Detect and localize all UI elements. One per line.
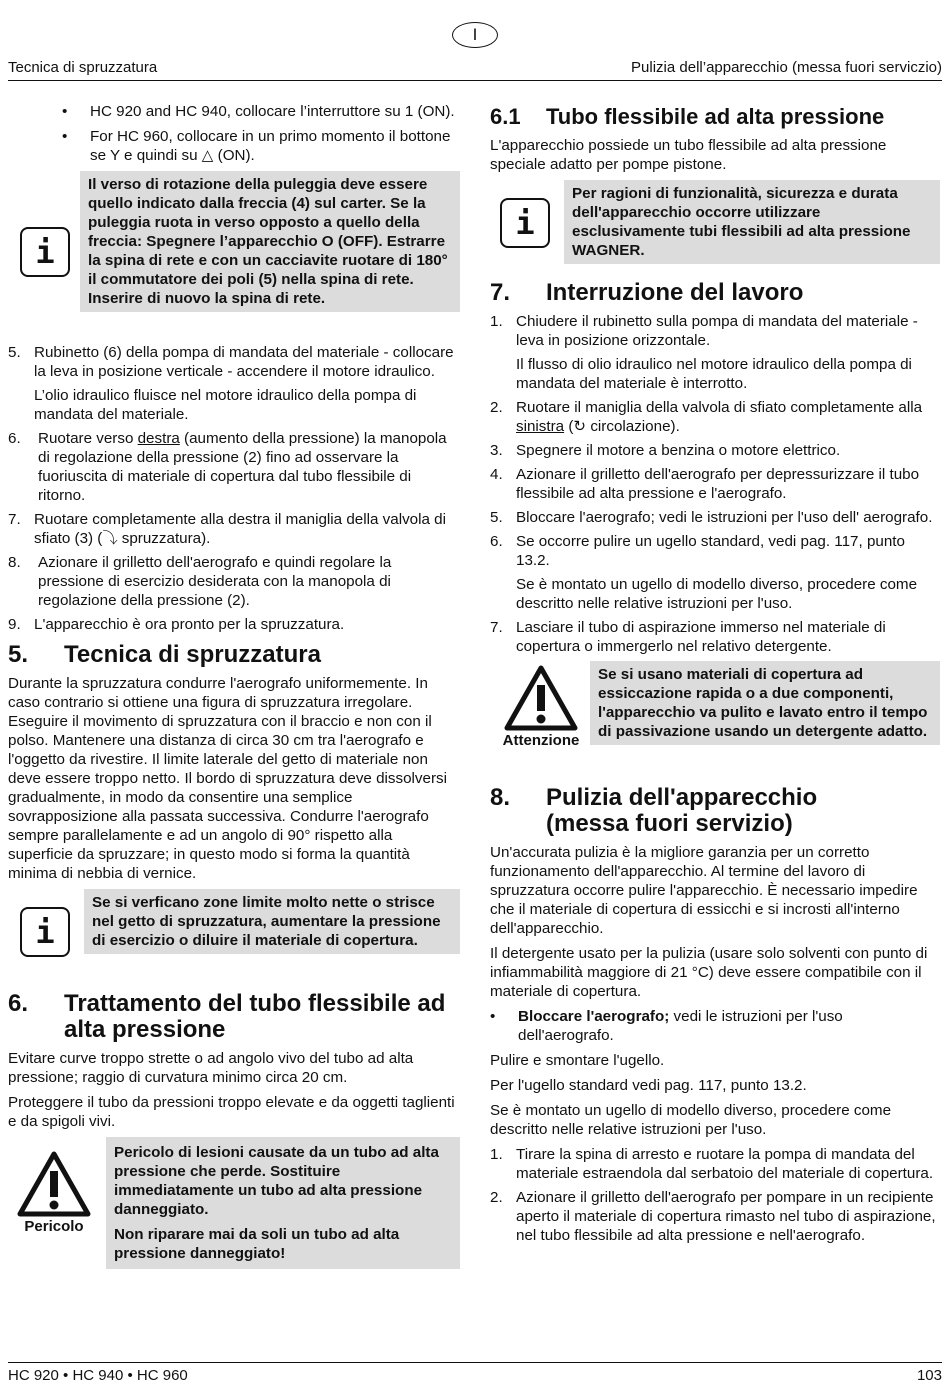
step-item: 9. L'apparecchio è ora pronto per la spruzzatura. — [8, 616, 345, 633]
step-item: L’olio idraulico fluisce nel motore idraulico della pompa di mandata del materiale. — [34, 387, 417, 423]
step-item: Il flusso di olio idraulico nel motore idraulico della pompa di mandata del materiale è interrotto. — [516, 356, 912, 392]
step-item: 1. Tirare la spina di arresto e ruotare la pompa di mandata del materiale estraendola dal serbatoio del materiale di copertura. — [490, 1146, 934, 1182]
right-column — [490, 102, 940, 1250]
step-item: 1. Chiudere il rubinetto sulla pompa di mandata del materiale - leva in posizione orizzontale. — [490, 313, 918, 349]
paragraph: L'apparecchio possiede un tubo flessibile ad alta pressione speciale adatto per pompe pistone. — [490, 137, 887, 173]
warning-icon — [496, 665, 586, 750]
step-item: 7. Lasciare il tubo di aspirazione immerso nel materiale di copertura o immergerlo nel relativo detergente. — [490, 619, 886, 655]
paragraph: Durante la spruzzatura condurre l'aerografo uniformemente. In caso contrario si ottiene una figura di spruzzatura irregolare. Eseguire il movimento di spruzzatura con il braccio e non con il polso. Mantenere una distanza di circa 30 cm tra l'aerografo e l'oggetto da rivestire. Il limite laterale del getto di materiale non deve essere troppo netto. Il bordo di spruzzatura deve dissolversi gradualmente, in modo da consentire una semplice sovrapposizione alla passata successiva. Condurre l'aerografo sempre parallelamente e ad un angolo di 90° rispetto alla superficie da spruzzare; in questo modo si forma la quantità minima di nebbia di vernice. — [8, 675, 447, 882]
paragraph: Il detergente usato per la pulizia (usare solo solventi con punto di infiammabilità maggiore di 21 °C) deve essere compatibile con il materiale di copertura. — [490, 945, 928, 1000]
danger-note-text: Pericolo di lesioni causate da un tubo ad alta pressione che perde. Sostituire immediatamente un tubo ad alta pressione danneggiato. Non riparare mai da soli un tubo ad alta pressione danneggiato! — [106, 1137, 460, 1269]
step-item: 5. Bloccare l'aerografo; vedi le istruzioni per l'uso dell' aerografo. — [490, 509, 933, 526]
paragraph: Per l'ugello standard vedi pag. 117, punto 13.2. — [490, 1077, 807, 1094]
left-column — [8, 102, 460, 1281]
section-heading: 7. Interruzione del lavoro — [490, 279, 804, 306]
step-item: Se è montato un ugello di modello diverso, procedere come descritto nelle relative istruzioni per l'uso. — [516, 576, 918, 612]
list-item: • Bloccare l'aerografo; vedi le istruzioni per l'uso dell'aerografo. — [490, 1007, 940, 1045]
danger-notice — [8, 1137, 460, 1273]
info-note-text: Il verso di rotazione della puleggia deve essere quello indicato dalla freccia (4) sul carter. Se la puleggia ruota in verso opposto a quello della freccia: Spegnere l’apparecchio O (OFF). Estrarre la spina di rete e con un cacciavite ruotare di 180° il commutatore dei poli (5) nella spina di rete. Inserire di nuovo la spina di rete. — [80, 171, 460, 312]
step-item: 7. Ruotare completamente alla destra il maniglia della valvola di sfiato (3) (⤵ spruzzatura). — [8, 511, 446, 547]
step-item: 5. Rubinetto (6) della pompa di mandata del materiale - collocare la leva in posizione verticale - accendere il motore idraulico. — [8, 344, 454, 380]
warning-label: Pericolo — [24, 1218, 84, 1235]
step-item: 2. Ruotare il maniglia della valvola di sfiato completamente alla sinistra (↻ circolazione). — [490, 399, 923, 435]
step-item: 6. Ruotare verso destra (aumento della pressione) la manopola di regolazione della pressione (2) fino ad osservare la fuoriuscita di materiale di copertura dal tubo flessibile di ritorno. — [8, 430, 447, 504]
step-item: 2. Azionare il grilletto dell'aerografo per pompare in un recipiente aperto il materiale di copertura rimasto nel tubo di aspirazione, nel tubo flessibile ad alta pressione e nell'aerografo. — [490, 1189, 936, 1244]
info-notice — [8, 171, 460, 335]
step-item: 8. Azionare il grilletto dell'aerografo e quindi regolare la pressione di esercizio desiderata con la manopola di regolazione della pressione (2). — [8, 554, 392, 609]
info-note-text: Per ragioni di funzionalità, sicurezza e durata dell'apparecchio occorre utilizzare esclusivamente tubi flessibili ad alta pressione WAGNER. — [564, 180, 940, 264]
info-notice — [490, 180, 940, 264]
info-icon: i — [500, 198, 550, 248]
language-badge: I — [452, 22, 498, 48]
info-notice — [8, 889, 460, 975]
footer-rule — [8, 1362, 942, 1363]
section-heading: 8. Pulizia dell'apparecchio (messa fuori servizio) — [490, 784, 818, 837]
paragraph: Un'accurata pulizia è la migliore garanzia per un corretto funzionamento dell'apparecchio. Al termine del lavoro di spruzzatura occorre pulire l'apparecchio. È necessario impedire che il materiale di copertura di essicchi e si incrosti all'interno dell'apparecchio. — [490, 844, 918, 937]
header-rule — [8, 80, 942, 81]
list-item: • For HC 960, collocare in un primo momento il bottone se Y e quindi su △ (ON). — [62, 127, 460, 165]
header-left-title: Tecnica di spruzzatura — [8, 59, 158, 76]
info-note-text: Se si verficano zone limite molto nette o strisce nel getto di spruzzatura, aumentare la pressione di esercizio o diluire il materiale di copertura. — [84, 889, 460, 954]
warning-label: Attenzione — [502, 732, 580, 749]
footer-model-list: HC 920 • HC 940 • HC 960 — [8, 1367, 188, 1384]
paragraph: Pulire e smontare l'ugello. — [490, 1052, 665, 1069]
info-icon: i — [20, 227, 70, 277]
info-icon: i — [20, 907, 70, 957]
section-heading: 6.1 Tubo flessibile ad alta pressione — [490, 104, 885, 129]
section-heading: 5. Tecnica di spruzzatura — [8, 641, 321, 668]
paragraph: Evitare curve troppo strette o ad angolo vivo del tubo ad alta pressione; raggio di curvatura minimo circa 20 cm. — [8, 1050, 414, 1086]
step-item: 4. Azionare il grilletto dell'aerografo per depressurizzare il tubo flessibile ad alta pressione e l'aerografo. — [490, 466, 920, 502]
step-item: 6. Se occorre pulire un ugello standard, vedi pag. 117, punto 13.2. — [490, 533, 905, 569]
step-item: 3. Spegnere il motore a benzina o motore elettrico. — [490, 442, 841, 459]
header-right-title: Pulizia dell’apparecchio (messa fuori serviczio) — [631, 59, 942, 76]
paragraph: Se è montato un ugello di modello diverso, procedere come descritto nelle relative istruzioni per l'uso. — [490, 1102, 892, 1138]
warning-icon — [14, 1151, 94, 1236]
paragraph: Proteggere il tubo da pressioni troppo elevate e da oggetti taglienti e da spigoli vivi. — [8, 1094, 455, 1130]
caution-note-text: Se si usano materiali di copertura ad essiccazione rapida o a due componenti, l'apparecchio va pulito e lavato entro il tempo di passivazione usando un detergente adatto. — [590, 661, 940, 745]
list-item: • HC 920 and HC 940, collocare l’interruttore su 1 (ON). — [62, 102, 460, 121]
section-heading: 6. Trattamento del tubo flessibile ad alta pressione — [8, 990, 446, 1043]
caution-notice — [490, 661, 940, 769]
page-number: 103 — [916, 1367, 942, 1384]
